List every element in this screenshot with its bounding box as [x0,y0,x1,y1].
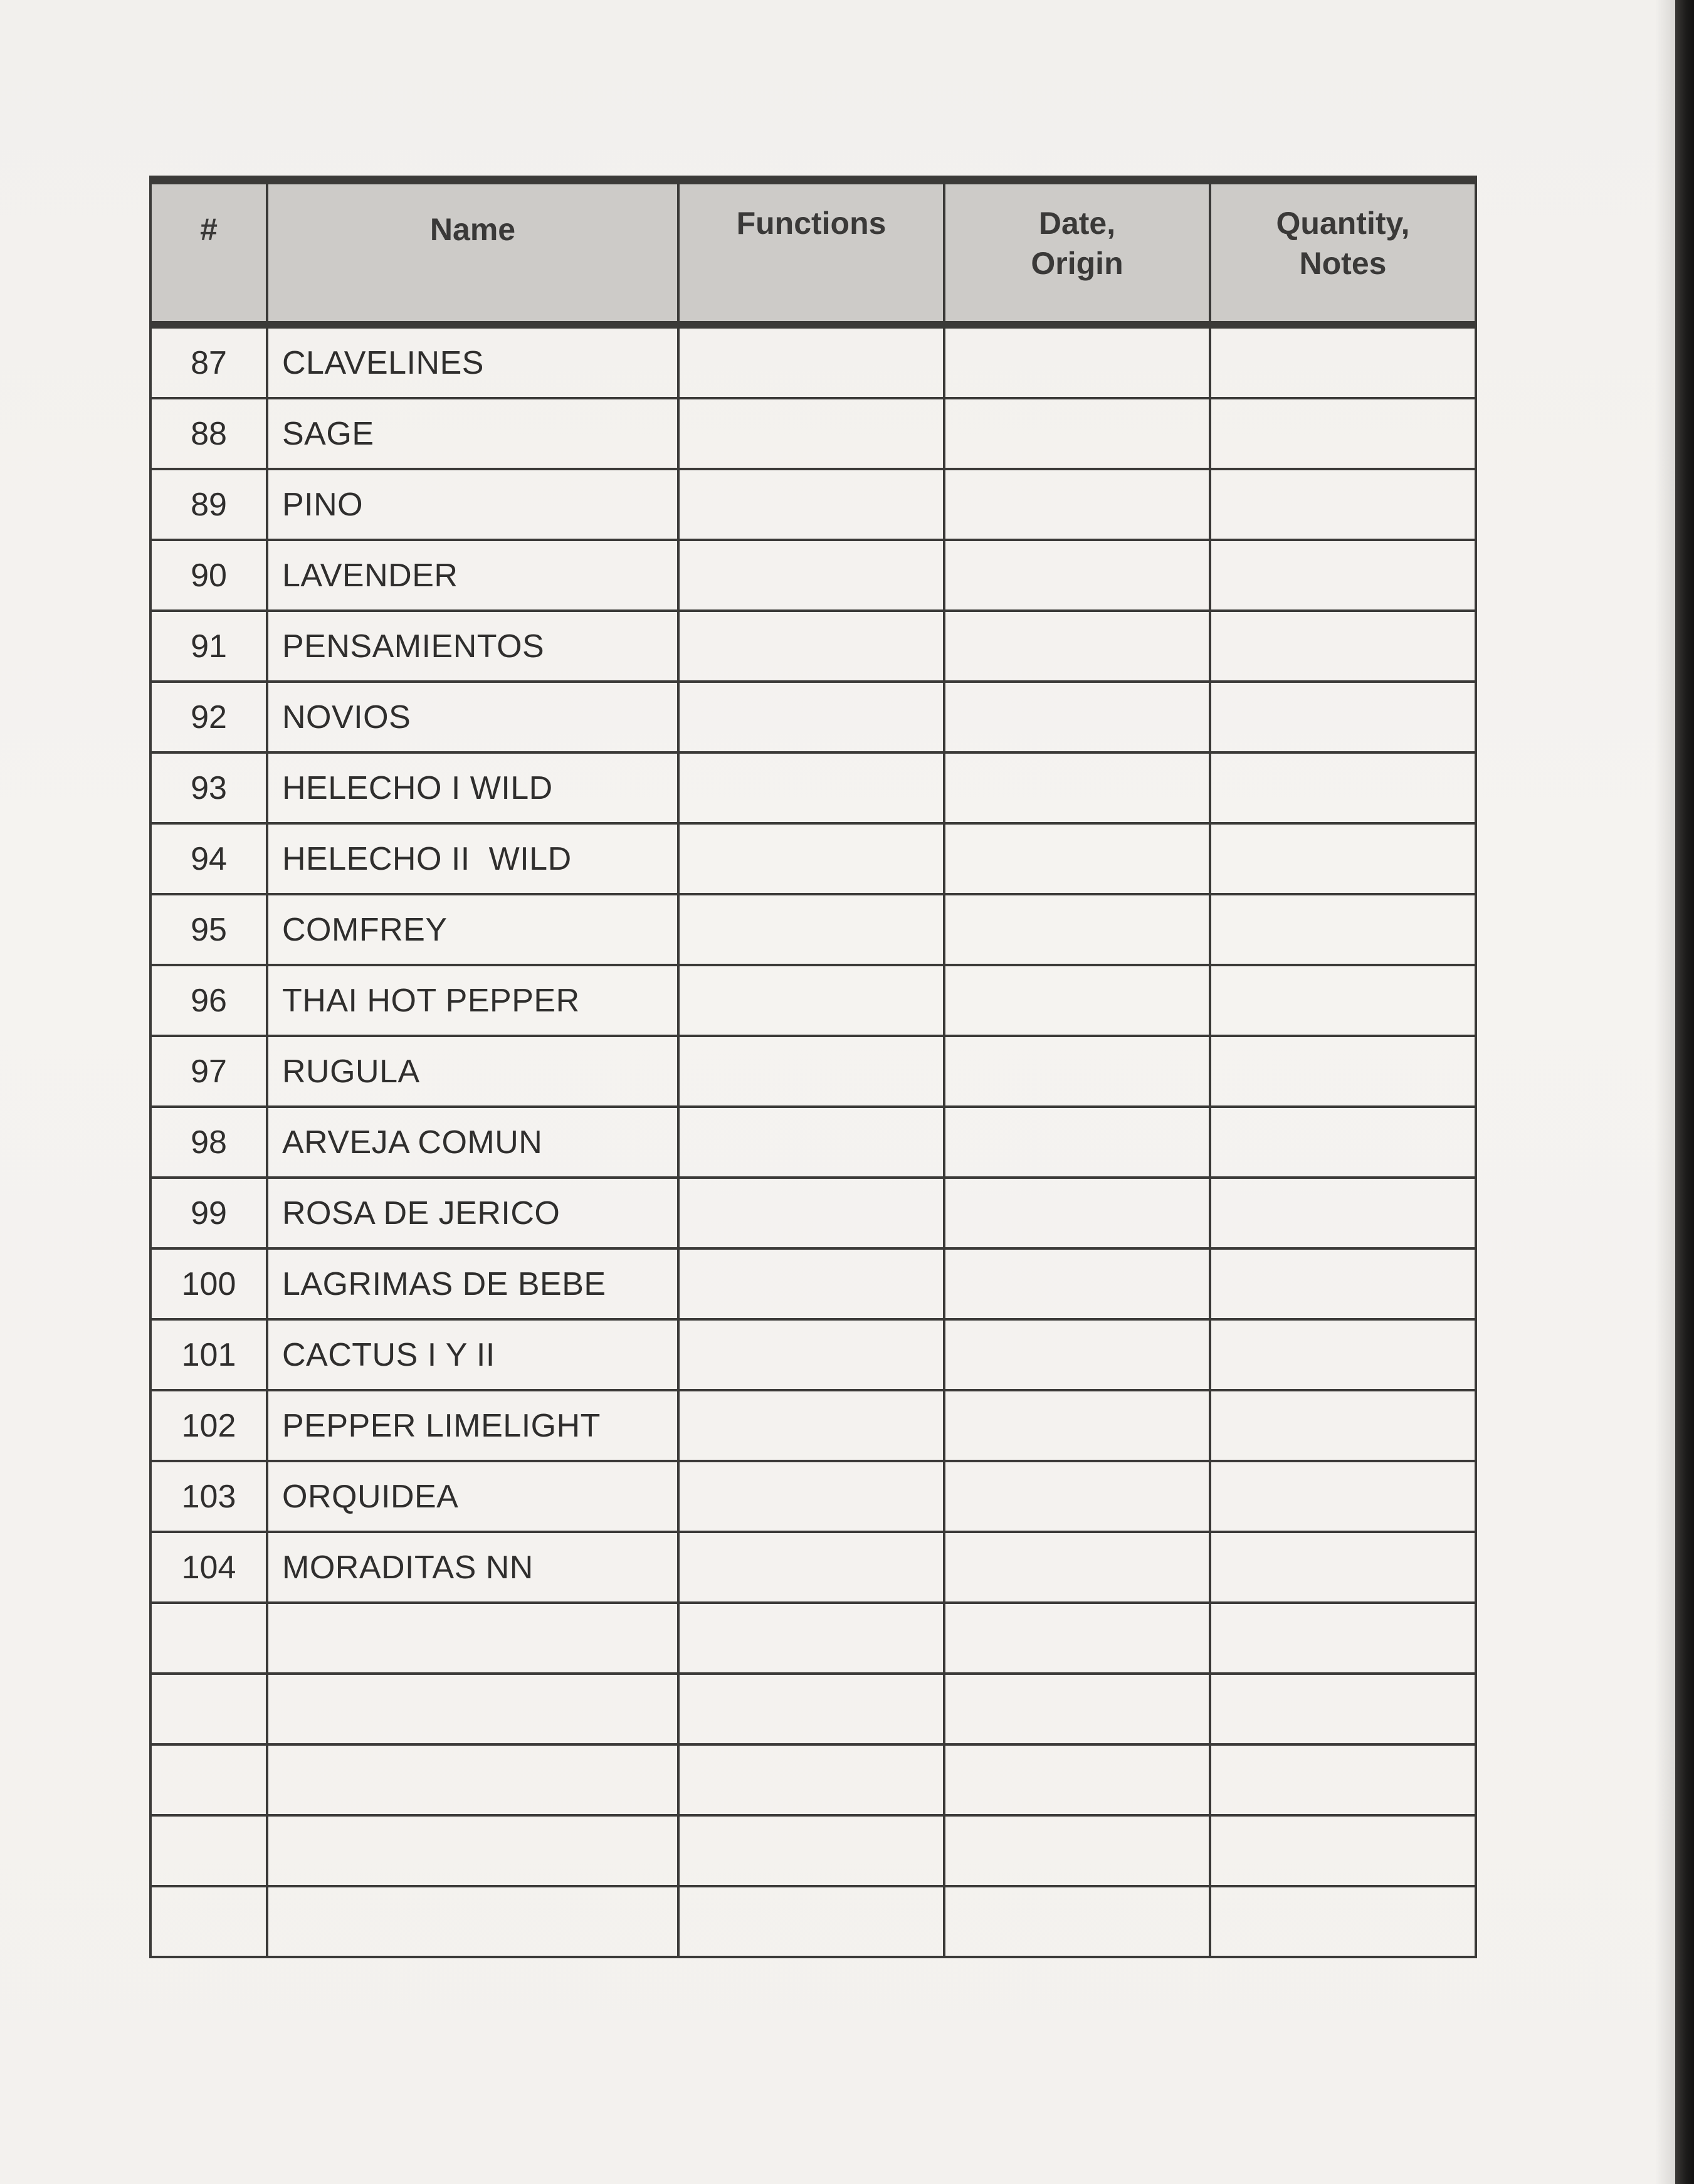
row-functions [678,823,944,894]
row-quantity-notes [1210,1815,1476,1886]
table-row [150,1815,1476,1886]
row-functions [678,752,944,823]
row-date-origin [944,1107,1210,1178]
row-number [150,1603,267,1674]
row-date-origin [944,1603,1210,1674]
row-quantity-notes [1210,1674,1476,1744]
row-number: 103 [150,1461,267,1532]
row-number: 89 [150,469,267,540]
row-name: CACTUS I Y II [267,1319,678,1390]
row-functions [678,1461,944,1532]
row-functions [678,1603,944,1674]
row-number: 100 [150,1248,267,1319]
row-name: SAGE [267,398,678,469]
row-functions [678,1532,944,1603]
row-quantity-notes [1210,1886,1476,1957]
row-number: 93 [150,752,267,823]
header-date-origin [944,180,1210,325]
row-date-origin [944,1744,1210,1815]
row-name: ROSA DE JERICO [267,1178,678,1248]
row-number: 91 [150,611,267,682]
row-number: 101 [150,1319,267,1390]
row-number: 102 [150,1390,267,1461]
row-name: LAGRIMAS DE BEBE [267,1248,678,1319]
row-functions [678,1815,944,1886]
row-name: NOVIOS [267,682,678,752]
row-number [150,1886,267,1957]
row-quantity-notes [1210,611,1476,682]
row-quantity-notes [1210,325,1476,398]
row-quantity-notes [1210,823,1476,894]
row-name: PENSAMIENTOS [267,611,678,682]
row-quantity-notes [1210,1319,1476,1390]
header-functions-label: Functions [736,206,886,241]
row-number: 95 [150,894,267,965]
row-functions [678,1886,944,1957]
row-quantity-notes [1210,752,1476,823]
row-name: LAVENDER [267,540,678,611]
row-date-origin [944,1532,1210,1603]
row-quantity-notes [1210,398,1476,469]
row-functions [678,1674,944,1744]
row-name: ORQUIDEA [267,1461,678,1532]
header-quantity-notes [1210,180,1476,325]
row-number: 98 [150,1107,267,1178]
table-row [150,611,1476,682]
row-name [267,1603,678,1674]
row-quantity-notes [1210,682,1476,752]
row-number [150,1815,267,1886]
row-date-origin [944,398,1210,469]
table-row [150,965,1476,1036]
row-functions [678,894,944,965]
table-row [150,823,1476,894]
row-date-origin [944,823,1210,894]
row-date-origin [944,611,1210,682]
row-quantity-notes [1210,965,1476,1036]
table-row [150,325,1476,398]
header-number [150,180,267,325]
row-date-origin [944,752,1210,823]
table-row [150,682,1476,752]
table-row [150,1532,1476,1603]
row-functions [678,1248,944,1319]
row-date-origin [944,1390,1210,1461]
row-date-origin [944,965,1210,1036]
row-name: THAI HOT PEPPER [267,965,678,1036]
header-date-label: Date, [1038,206,1116,241]
row-date-origin [944,1178,1210,1248]
table-row [150,1319,1476,1390]
table-row [150,1603,1476,1674]
table-row [150,469,1476,540]
row-quantity-notes [1210,1603,1476,1674]
row-functions [678,469,944,540]
header-row [150,180,1476,325]
row-quantity-notes [1210,1461,1476,1532]
row-number: 90 [150,540,267,611]
row-name: COMFREY [267,894,678,965]
table-row [150,398,1476,469]
row-name: CLAVELINES [267,325,678,398]
row-number: 96 [150,965,267,1036]
row-number: 92 [150,682,267,752]
row-functions [678,965,944,1036]
row-number: 97 [150,1036,267,1107]
row-quantity-notes [1210,1178,1476,1248]
row-functions [678,325,944,398]
row-date-origin [944,1886,1210,1957]
table-row [150,1036,1476,1107]
row-functions [678,398,944,469]
row-functions [678,1107,944,1178]
row-quantity-notes [1210,894,1476,965]
table-row [150,894,1476,965]
row-functions [678,1390,944,1461]
header-functions [678,180,944,325]
row-number: 99 [150,1178,267,1248]
row-name: MORADITAS NN [267,1532,678,1603]
row-functions [678,1744,944,1815]
row-functions [678,540,944,611]
row-number: 87 [150,325,267,398]
inventory-table [149,176,1477,1958]
row-quantity-notes [1210,1744,1476,1815]
table-row [150,1886,1476,1957]
row-quantity-notes [1210,1107,1476,1178]
background-edge [1675,0,1694,2184]
row-number: 94 [150,823,267,894]
row-date-origin [944,469,1210,540]
row-date-origin [944,1248,1210,1319]
table-row [150,540,1476,611]
row-functions [678,611,944,682]
row-name: RUGULA [267,1036,678,1107]
row-quantity-notes [1210,540,1476,611]
table-row [150,752,1476,823]
row-number: 88 [150,398,267,469]
table-row [150,1390,1476,1461]
row-quantity-notes [1210,1532,1476,1603]
header-origin-label: Origin [1031,246,1123,281]
row-functions [678,1178,944,1248]
row-date-origin [944,1319,1210,1390]
table-body [150,325,1476,1957]
row-name [267,1744,678,1815]
row-name: PEPPER LIMELIGHT [267,1390,678,1461]
row-date-origin [944,682,1210,752]
header-number-label: # [200,212,218,247]
table-row [150,1107,1476,1178]
page-shadow [1655,0,1675,2184]
row-date-origin [944,1815,1210,1886]
table-row [150,1178,1476,1248]
row-quantity-notes [1210,1248,1476,1319]
row-name: HELECHO II WILD [267,823,678,894]
row-date-origin [944,1674,1210,1744]
row-date-origin [944,1461,1210,1532]
row-name: PINO [267,469,678,540]
header-name [267,180,678,325]
row-date-origin [944,540,1210,611]
table-row [150,1461,1476,1532]
row-functions [678,1319,944,1390]
row-number: 104 [150,1532,267,1603]
header-name-label: Name [429,212,516,247]
row-quantity-notes [1210,1036,1476,1107]
row-date-origin [944,1036,1210,1107]
table-row [150,1248,1476,1319]
header-quantity-label: Quantity, [1276,206,1410,241]
row-number [150,1674,267,1744]
row-name [267,1815,678,1886]
row-name: ARVEJA COMUN [267,1107,678,1178]
row-functions [678,1036,944,1107]
row-quantity-notes [1210,1390,1476,1461]
row-name: HELECHO I WILD [267,752,678,823]
table-row [150,1744,1476,1815]
row-number [150,1744,267,1815]
row-quantity-notes [1210,469,1476,540]
row-date-origin [944,325,1210,398]
row-name [267,1674,678,1744]
header-notes-label: Notes [1299,246,1387,281]
row-functions [678,682,944,752]
row-date-origin [944,894,1210,965]
row-name [267,1886,678,1957]
table-row [150,1674,1476,1744]
